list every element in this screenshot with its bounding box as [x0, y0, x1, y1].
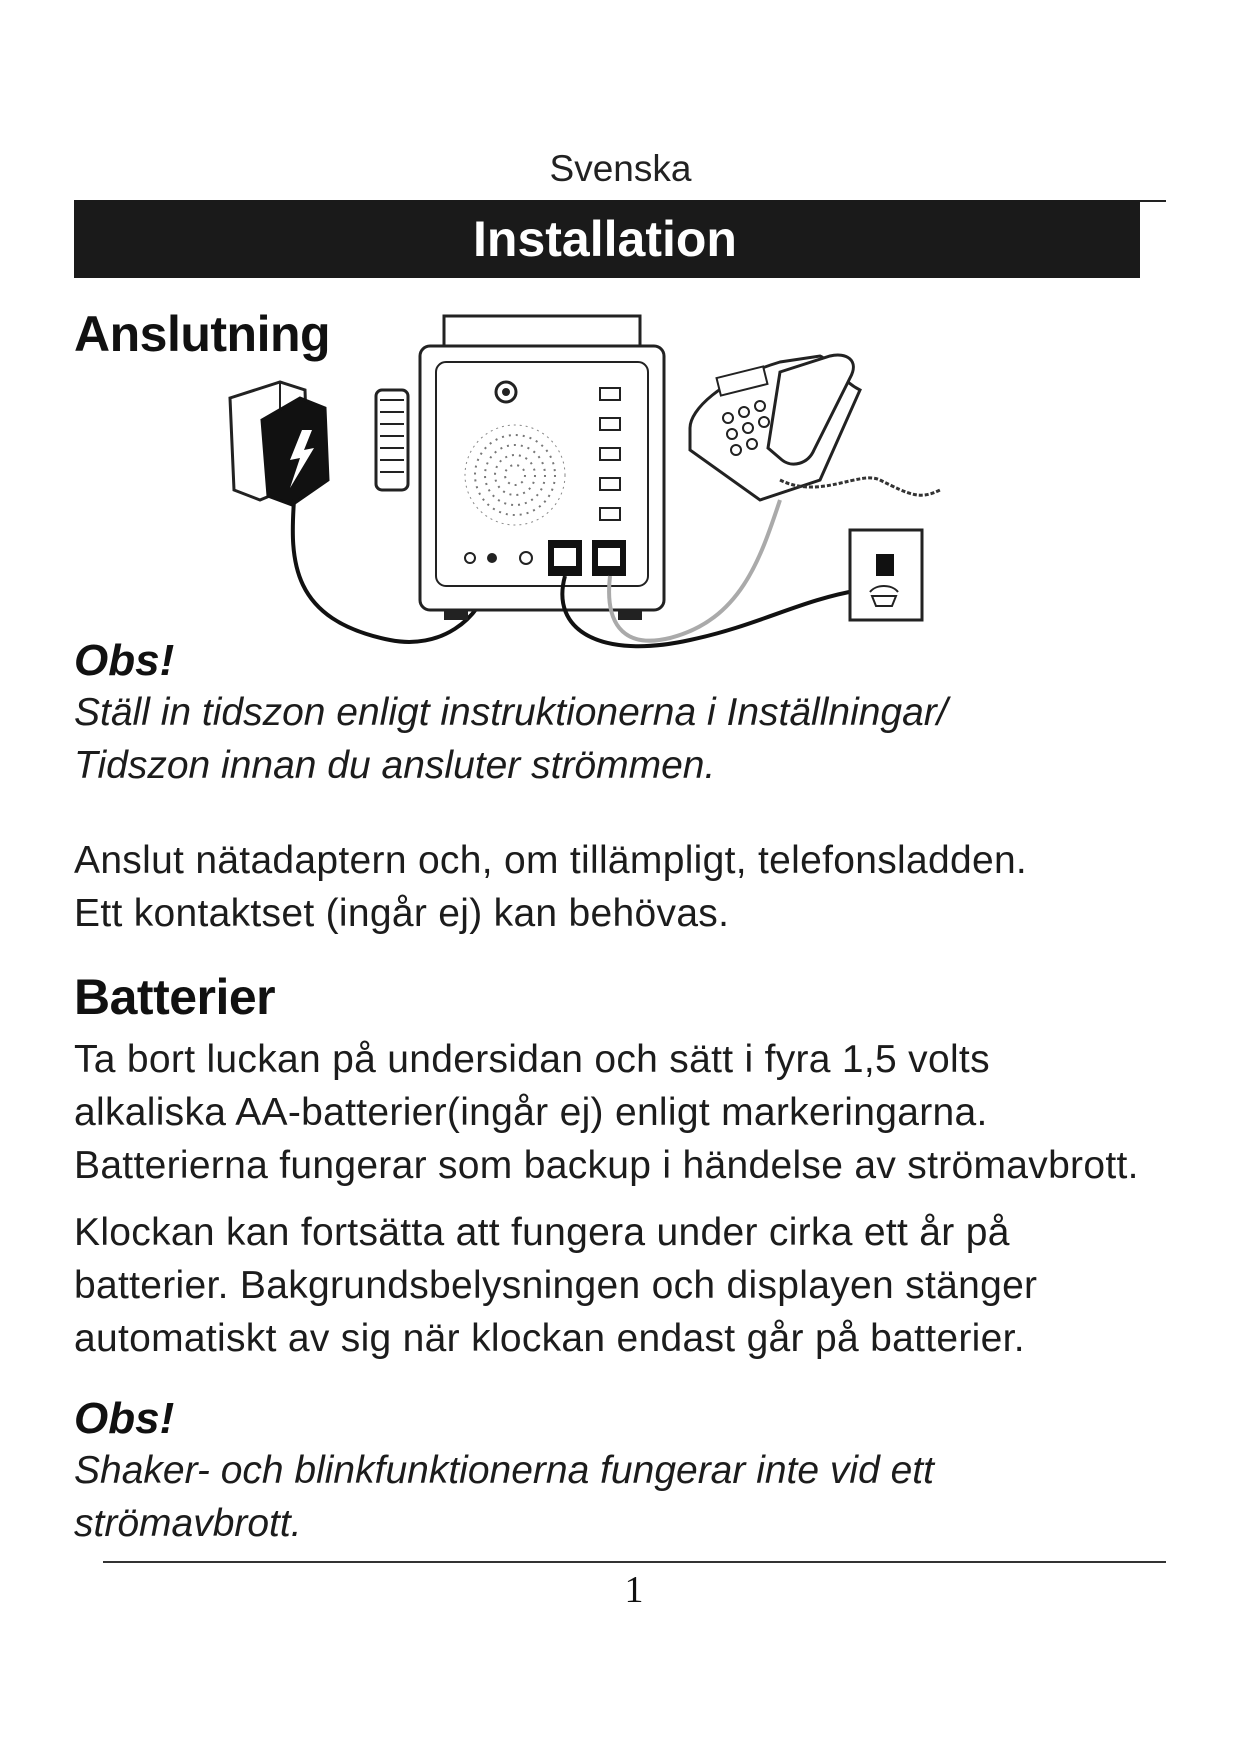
desk-telephone [690, 355, 940, 500]
battery-para2-line-2: batterier. Bakgrundsbelysningen och displayen stänger [74, 1264, 1038, 1307]
battery-note-line-1: Shaker- och blinkfunktionerna fungerar inte vid ett [74, 1449, 934, 1492]
power-adapter [262, 398, 328, 505]
battery-para2-line-1: Klockan kan fortsätta att fungera under cirka ett år på [74, 1211, 1010, 1254]
note-line-2: Tidszon innan du ansluter strömmen. [74, 744, 716, 787]
battery-para1-line-1: Ta bort luckan på undersidan och sätt i fyra 1,5 volts [74, 1038, 990, 1081]
section-heading-anslutning: Anslutning [74, 306, 331, 362]
page-title-banner [74, 200, 1140, 278]
alarm-clock-back-panel [420, 316, 664, 620]
battery-note-line-2: strömavbrott. [74, 1502, 302, 1545]
telephone-wall-jack [850, 530, 922, 620]
note-line-1: Ställ in tidszon enligt instruktionerna i Inställningar/ [74, 691, 948, 734]
footer-rule [103, 1561, 1166, 1563]
page-number: 1 [624, 1569, 644, 1611]
section-heading-batterier: Batterier [74, 969, 276, 1025]
page-title: Installation [473, 211, 737, 267]
battery-para2-line-3: automatiskt av sig när klockan endast går på batterier. [74, 1317, 1025, 1360]
language-label: Svenska [549, 148, 692, 189]
note-label-anslutning: Obs! [74, 636, 175, 685]
note-label-batterier: Obs! [74, 1394, 175, 1443]
battery-para1-line-3: Batterierna fungerar som backup i händelse av strömavbrott. [74, 1144, 1139, 1187]
body-line-2: Ett kontaktset (ingår ej) kan behövas. [74, 892, 730, 935]
connection-diagram [220, 300, 970, 700]
header-rule [1140, 200, 1166, 202]
dial-knob [376, 390, 408, 490]
body-line-1: Anslut nätadaptern och, om tillämpligt, telefonsladden. [74, 839, 1028, 882]
battery-para1-line-2: alkaliska AA-batterier(ingår ej) enligt markeringarna. [74, 1091, 988, 1134]
